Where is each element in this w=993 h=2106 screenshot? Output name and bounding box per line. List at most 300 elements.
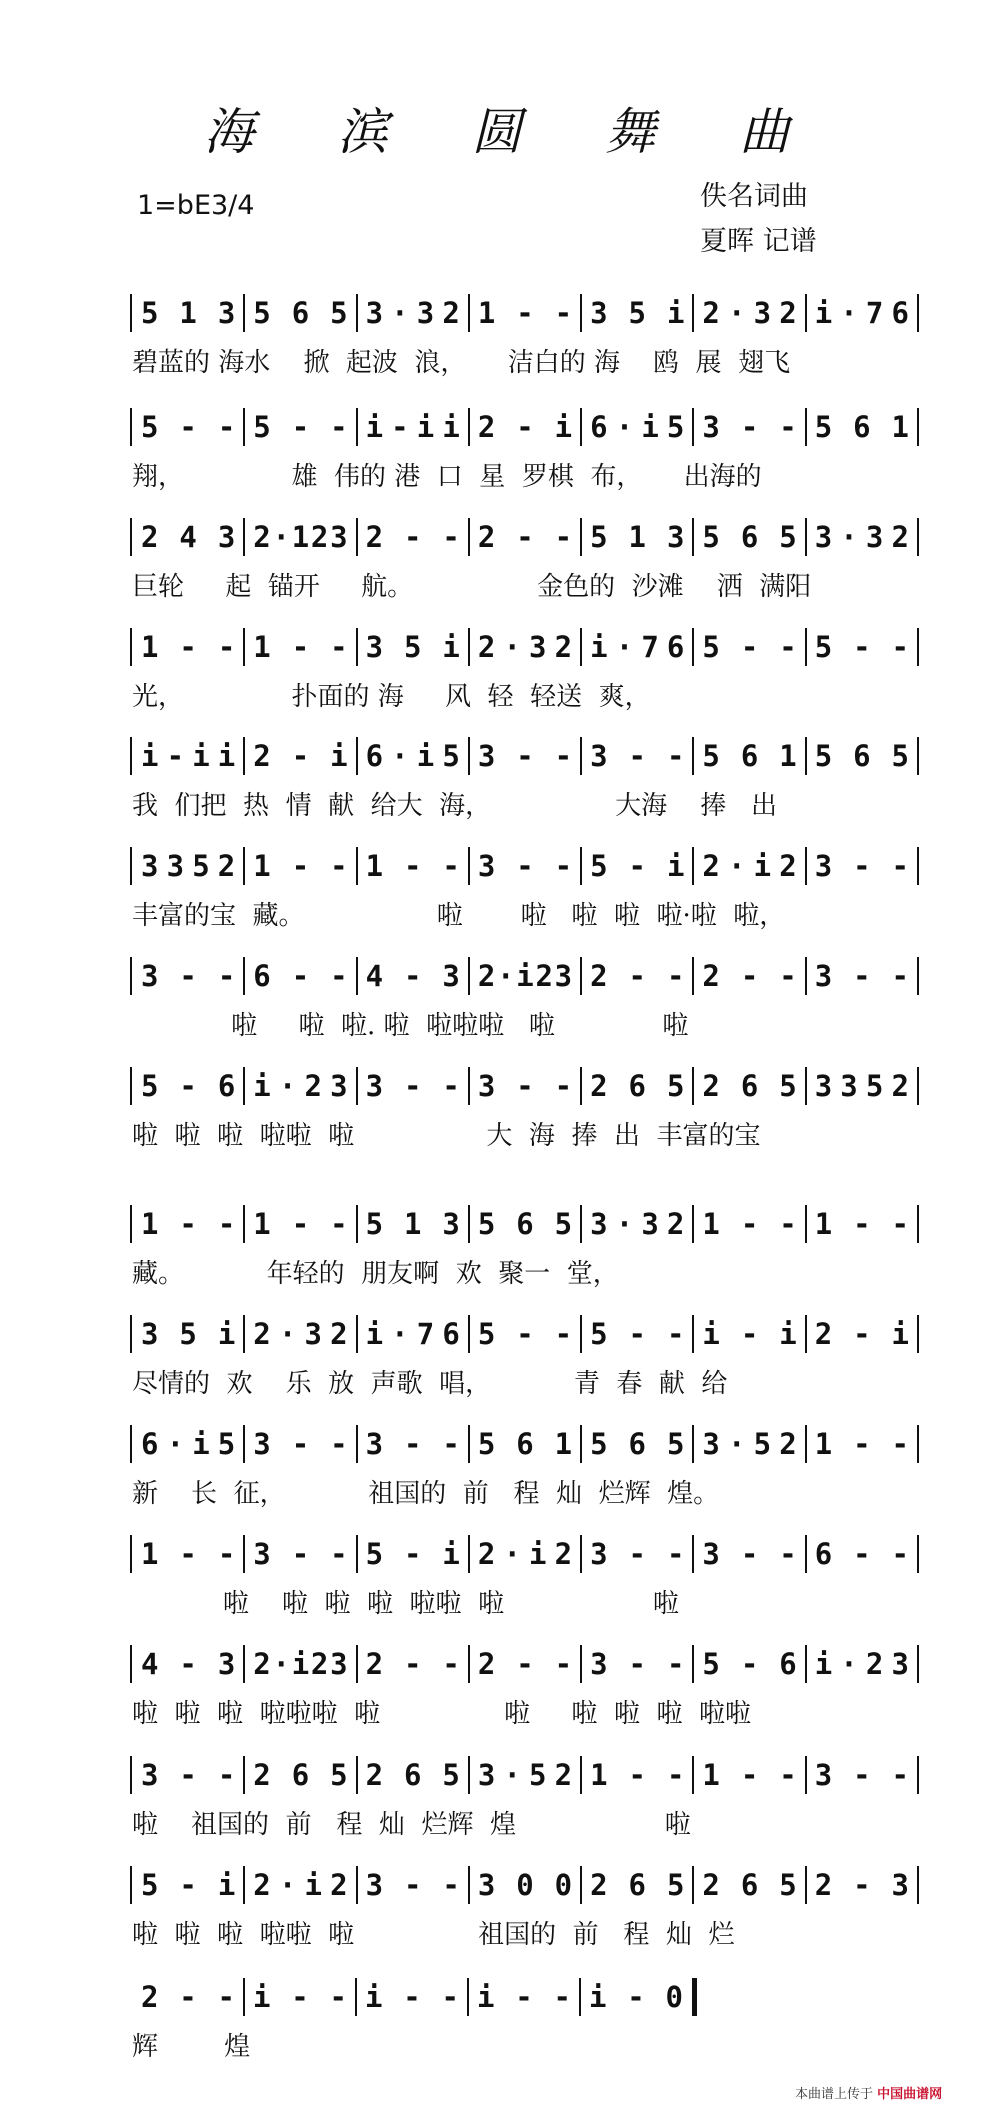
note: · [503, 1758, 521, 1792]
note: - [853, 959, 871, 993]
note: · [166, 1427, 185, 1461]
note: i [365, 1980, 383, 2014]
note: 6 [141, 1427, 159, 1461]
note: - [179, 1537, 197, 1571]
note: · [728, 849, 746, 883]
notation-row [132, 1311, 918, 1357]
note: 4 [179, 520, 197, 554]
note: 1 [702, 1758, 720, 1792]
note: 3 [477, 1758, 496, 1792]
note: 3 [365, 1868, 384, 1902]
barline [917, 1067, 919, 1105]
note: i [442, 1537, 460, 1571]
note: 6 [291, 1758, 310, 1792]
measure [581, 1063, 693, 1109]
note: - [853, 1427, 871, 1461]
measure [693, 1063, 805, 1109]
note: 2 [535, 959, 553, 993]
note: 6 [516, 1207, 534, 1241]
note: - [740, 1537, 759, 1571]
barline [917, 1205, 919, 1243]
measure [806, 733, 918, 779]
note: 5 [753, 1427, 772, 1461]
note: - [891, 849, 909, 883]
score-system [132, 1531, 918, 1631]
note: 2 [442, 296, 460, 330]
measure [244, 624, 356, 670]
lyric-line: 尽情的 欢 乐 放 声歌 唱， 青 春 献 给 [132, 1369, 728, 1399]
measure [469, 404, 581, 450]
note: 6 [779, 1647, 797, 1681]
measure [469, 733, 581, 779]
note: - [554, 739, 573, 773]
note: 2 [779, 849, 797, 883]
note: · [391, 1317, 409, 1351]
note: 5 [179, 1317, 197, 1351]
note: · [840, 1647, 858, 1681]
note: 5 [779, 520, 797, 554]
note: - [516, 739, 534, 773]
note: 5 [590, 849, 608, 883]
score-system [132, 953, 918, 1053]
score-system [132, 1421, 918, 1521]
note: i [589, 1980, 607, 2014]
measure [469, 1641, 581, 1687]
note: - [403, 849, 422, 883]
notation-row [132, 1421, 918, 1467]
note: - [179, 410, 197, 444]
note: 2 [310, 1647, 329, 1681]
note: 3 [590, 296, 608, 330]
note: 6 [853, 739, 871, 773]
note: 5 [814, 630, 833, 664]
note: - [403, 1647, 422, 1681]
note: 5 [702, 739, 720, 773]
measure [357, 1421, 469, 1467]
note: 1 [477, 296, 496, 330]
note: - [891, 1427, 909, 1461]
note: 2 [330, 1317, 348, 1351]
note: - [853, 630, 871, 664]
measure [357, 1862, 469, 1908]
note: - [291, 959, 310, 993]
note: · [840, 296, 858, 330]
score-system [132, 1974, 918, 2074]
note: - [179, 959, 197, 993]
lyrics-credit: 佚名词曲 [700, 181, 808, 212]
measure [581, 1862, 693, 1908]
measure [132, 1974, 244, 2020]
note: - [179, 1207, 197, 1241]
measure [244, 1311, 356, 1357]
score-system [132, 1201, 918, 1301]
note: 6 [403, 1758, 422, 1792]
note: 1 [891, 410, 909, 444]
note: - [628, 1647, 647, 1681]
note: 3 [477, 739, 496, 773]
measure [693, 624, 805, 670]
note: - [291, 1537, 310, 1571]
note: 5 [814, 410, 833, 444]
measure [132, 1862, 244, 1908]
note: · [391, 739, 409, 773]
measure [357, 733, 469, 779]
note: · [272, 1647, 290, 1681]
measure [132, 1752, 244, 1798]
lyric-line: 啦 啦 啦 啦啦啦 啦 啦 啦 啦 啦 啦啦 [132, 1699, 751, 1729]
note: i [590, 630, 608, 664]
note: 7 [416, 1317, 435, 1351]
measure [357, 624, 469, 670]
measure [581, 624, 693, 670]
note: 3 [330, 1647, 348, 1681]
note: - [628, 739, 647, 773]
note: - [217, 959, 236, 993]
note: 2 [477, 630, 496, 664]
note: i [217, 1868, 236, 1902]
notation-row [132, 953, 918, 999]
note: 3 [641, 1207, 659, 1241]
barline [917, 1756, 919, 1794]
note: 3 [891, 1647, 909, 1681]
note: 5 [477, 1427, 496, 1461]
note: - [330, 849, 348, 883]
notation-credit: 夏晖 记谱 [700, 226, 817, 257]
measure [357, 1641, 469, 1687]
note: - [779, 1207, 797, 1241]
note: 3 [217, 1647, 236, 1681]
note: 2 [554, 1758, 573, 1792]
note: 3 [141, 959, 159, 993]
note: - [853, 1317, 871, 1351]
key-signature: 1=bE3/4 [137, 190, 255, 221]
notation-row [132, 1974, 918, 2020]
lyric-line: 丰富的宝 藏。 啦 啦 啦 啦 啦·啦 啦， [132, 901, 786, 931]
note: - [553, 1980, 571, 2014]
lyric-line: 啦 啦 啦 啦 啦啦 啦 啦 [132, 1589, 679, 1619]
note: 2 [253, 1317, 271, 1351]
measure [806, 624, 918, 670]
note: - [403, 520, 422, 554]
note: - [891, 1758, 909, 1792]
note: 2 [141, 1980, 159, 2014]
note: 2 [477, 1647, 496, 1681]
note: - [291, 849, 310, 883]
barline [917, 1425, 919, 1463]
barline [917, 628, 919, 666]
barline [917, 408, 919, 446]
note: 6 [365, 739, 384, 773]
notation-row [132, 404, 918, 450]
barline [917, 1535, 919, 1573]
note: - [853, 1868, 871, 1902]
note: - [403, 1427, 422, 1461]
note: 5 [529, 1758, 547, 1792]
notation-row [132, 1641, 918, 1687]
note: - [179, 1980, 197, 2014]
note: 3 [477, 1868, 496, 1902]
measure [356, 1974, 468, 2020]
note: 3 [590, 1647, 608, 1681]
note: i [666, 849, 685, 883]
note: 1 [403, 1207, 422, 1241]
note: 2 [141, 520, 159, 554]
note: - [516, 1647, 534, 1681]
note: i [753, 849, 772, 883]
measure [806, 1421, 918, 1467]
note: - [291, 1207, 310, 1241]
note: 2 [590, 959, 608, 993]
note: - [515, 1980, 533, 2014]
note: 3 [702, 1427, 720, 1461]
note: - [516, 520, 534, 554]
measure [581, 404, 693, 450]
note: 2 [253, 1868, 271, 1902]
note: · [278, 1317, 297, 1351]
note: - [179, 1868, 197, 1902]
note: 6 [628, 1427, 647, 1461]
measure [132, 624, 244, 670]
note: 5 [442, 739, 460, 773]
measure [244, 1421, 356, 1467]
note: - [554, 1647, 573, 1681]
measure [469, 1421, 581, 1467]
measure [244, 733, 356, 779]
measure [469, 1311, 581, 1357]
note: 1 [141, 1537, 159, 1571]
measure [132, 953, 244, 999]
measure [132, 1201, 244, 1247]
score-system [132, 843, 918, 943]
note: 3 [590, 1207, 608, 1241]
note: 5 [330, 296, 348, 330]
measure [806, 1531, 918, 1577]
measure [469, 1063, 581, 1109]
note: 2 [702, 1069, 720, 1103]
note: - [330, 1427, 348, 1461]
note: - [779, 410, 797, 444]
barline [917, 294, 919, 332]
note: 5 [666, 1427, 685, 1461]
note: 6 [442, 1317, 460, 1351]
note: 2 [310, 520, 329, 554]
note: 1 [179, 296, 197, 330]
measure [132, 1311, 244, 1357]
note: - [740, 630, 759, 664]
measure [357, 514, 469, 560]
measure [693, 953, 805, 999]
note: · [278, 1868, 297, 1902]
note: 2 [477, 1537, 496, 1571]
note: - [853, 1537, 871, 1571]
measure [132, 290, 244, 336]
note: 5 [666, 1069, 685, 1103]
lyric-line: 啦 祖国的 前 程 灿 烂辉 煌 啦 [132, 1810, 691, 1840]
score-system [132, 514, 918, 614]
measure [469, 1862, 581, 1908]
note: 5 [141, 296, 159, 330]
lyric-line: 我 们把 热 情 献 给大 海， 大海 捧 出 [132, 791, 777, 821]
note: i [529, 1537, 547, 1571]
lyric-line: 新 长 征， 祖国的 前 程 灿 烂辉 煌。 [132, 1479, 720, 1509]
note: 5 [477, 1317, 496, 1351]
note: 0 [516, 1868, 534, 1902]
note: 3 [365, 630, 384, 664]
note: · [728, 1427, 746, 1461]
note: 2 [891, 520, 909, 554]
note: 6 [628, 1868, 647, 1902]
measure [244, 404, 356, 450]
note: i [554, 410, 573, 444]
note: 2 [554, 630, 573, 664]
note: - [779, 959, 797, 993]
measure [244, 514, 356, 560]
note: 2 [702, 959, 720, 993]
measure [244, 1063, 356, 1109]
note: i [217, 739, 236, 773]
note: - [291, 1427, 310, 1461]
note: 2 [702, 296, 720, 330]
note: 7 [865, 296, 884, 330]
note: 5 [590, 520, 608, 554]
note: 6 [891, 296, 909, 330]
note: - [666, 959, 685, 993]
score-system [132, 733, 918, 833]
note: - [740, 410, 759, 444]
note: 2 [477, 410, 496, 444]
note: i [365, 1317, 384, 1351]
note: i [365, 410, 384, 444]
note: - [291, 630, 310, 664]
note: 2 [217, 849, 236, 883]
measure [469, 1531, 581, 1577]
note: i [477, 1980, 495, 2014]
measure [244, 1752, 356, 1798]
score-system [132, 1752, 918, 1852]
note: 2 [365, 1758, 384, 1792]
note: 5 [814, 739, 833, 773]
note: 0 [554, 1868, 573, 1902]
note: 6 [628, 1069, 647, 1103]
note: i [416, 410, 435, 444]
note: i [779, 1317, 797, 1351]
note: 5 [330, 1758, 348, 1792]
lyric-line: 藏。 年轻的 朋友啊 欢 聚一 堂， [132, 1259, 619, 1289]
measure [693, 1311, 805, 1357]
note: - [853, 1758, 871, 1792]
measure [244, 1862, 356, 1908]
note: 2 [253, 739, 271, 773]
note: i [141, 739, 159, 773]
note: 6 [740, 1868, 759, 1902]
note: - [442, 1647, 460, 1681]
note: 3 [304, 1317, 322, 1351]
note: - [627, 1980, 645, 2014]
note: 1 [590, 1758, 608, 1792]
measure [357, 290, 469, 336]
note: - [330, 1207, 348, 1241]
note: - [779, 1758, 797, 1792]
note: 5 [779, 1069, 797, 1103]
note: 3 [141, 1317, 159, 1351]
note: 2 [702, 1868, 720, 1902]
note: i [442, 410, 460, 444]
note: - [403, 959, 422, 993]
note: - [740, 1758, 759, 1792]
note: - [666, 1647, 685, 1681]
note: 2 [779, 1427, 797, 1461]
note: 3 [814, 520, 833, 554]
note: 1 [141, 1207, 159, 1241]
note: 3 [365, 1427, 384, 1461]
lyric-line: 啦 啦 啦. 啦 啦啦啦 啦 啦 [132, 1011, 689, 1041]
score-system [132, 290, 918, 390]
note: 2 [702, 849, 720, 883]
note: i [291, 1647, 310, 1681]
lyric-line: 翔， 雄 伟的 港 口 星 罗棋 布， 出海的 [132, 462, 762, 492]
note: 3 [477, 849, 496, 883]
measure [357, 1531, 469, 1577]
measure [132, 1531, 244, 1577]
note: 5 [141, 410, 159, 444]
note: - [442, 1069, 460, 1103]
measure [806, 843, 918, 889]
note: 6 [740, 1069, 759, 1103]
note: - [516, 410, 534, 444]
note: 5 [365, 1537, 384, 1571]
note: - [330, 1537, 348, 1571]
notation-row [132, 1063, 918, 1109]
measure [693, 843, 805, 889]
note: 3 [590, 739, 608, 773]
note: 3 [702, 410, 720, 444]
measure [581, 1311, 693, 1357]
note: 2 [814, 1868, 833, 1902]
note: 3 [253, 1537, 271, 1571]
measure [693, 290, 805, 336]
note: 5 [702, 1647, 720, 1681]
measure [693, 404, 805, 450]
measure [469, 843, 581, 889]
note: - [516, 1069, 534, 1103]
note: 5 [702, 520, 720, 554]
note: - [740, 1207, 759, 1241]
note: i [192, 1427, 210, 1461]
lyric-line: 碧蓝的 海水 掀 起波 浪， 洁白的 海 鸥 展 翅飞 [132, 348, 791, 378]
note: 3 [141, 1758, 159, 1792]
note: - [179, 1069, 197, 1103]
notation-row [132, 624, 918, 670]
note: 5 [865, 1069, 884, 1103]
note: 2 [590, 1069, 608, 1103]
note: 3 [442, 1207, 460, 1241]
measure [132, 404, 244, 450]
note: i [516, 959, 534, 993]
note: 3 [141, 849, 159, 883]
note: 2 [891, 1069, 909, 1103]
measure [244, 290, 356, 336]
measure [469, 290, 581, 336]
note: 6 [740, 520, 759, 554]
note: i [814, 296, 833, 330]
note: - [217, 1758, 236, 1792]
note: i [416, 739, 435, 773]
measure [581, 1531, 693, 1577]
note: 1 [365, 849, 384, 883]
note: 2 [365, 520, 384, 554]
notation-row [132, 290, 918, 336]
note: 6 [217, 1069, 236, 1103]
